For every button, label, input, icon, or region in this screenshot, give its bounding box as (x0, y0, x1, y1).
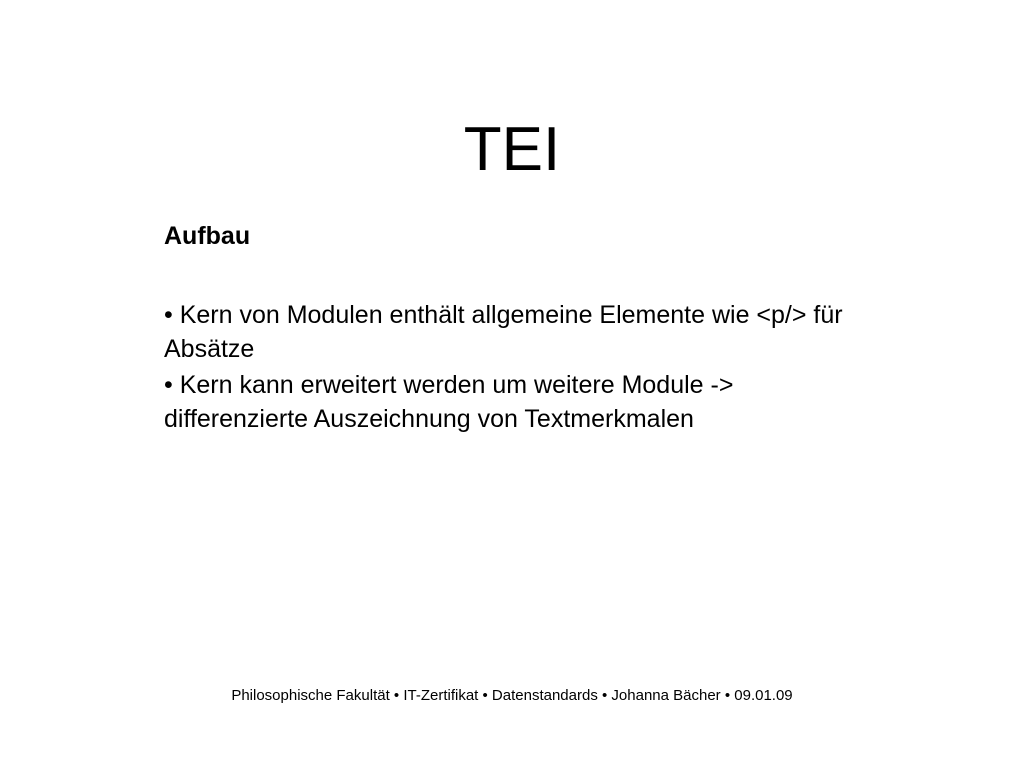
slide-content (164, 218, 864, 438)
bullet-item: • Kern von Modulen enthält allgemeine Elemente wie <p/> für Absätze (164, 301, 843, 363)
section-heading: Aufbau (164, 222, 251, 250)
bullet-list (164, 298, 864, 436)
bullet-item: • Kern kann erweitert werden um weitere Module -> differenzierte Auszeichnung von Textmerkmalen (164, 371, 734, 433)
slide-footer: Philosophische Fakultät • IT-Zertifikat • Datenstandards • Johanna Bächer • 09.01.09 (231, 687, 793, 704)
slide-title: TEI (463, 115, 561, 184)
